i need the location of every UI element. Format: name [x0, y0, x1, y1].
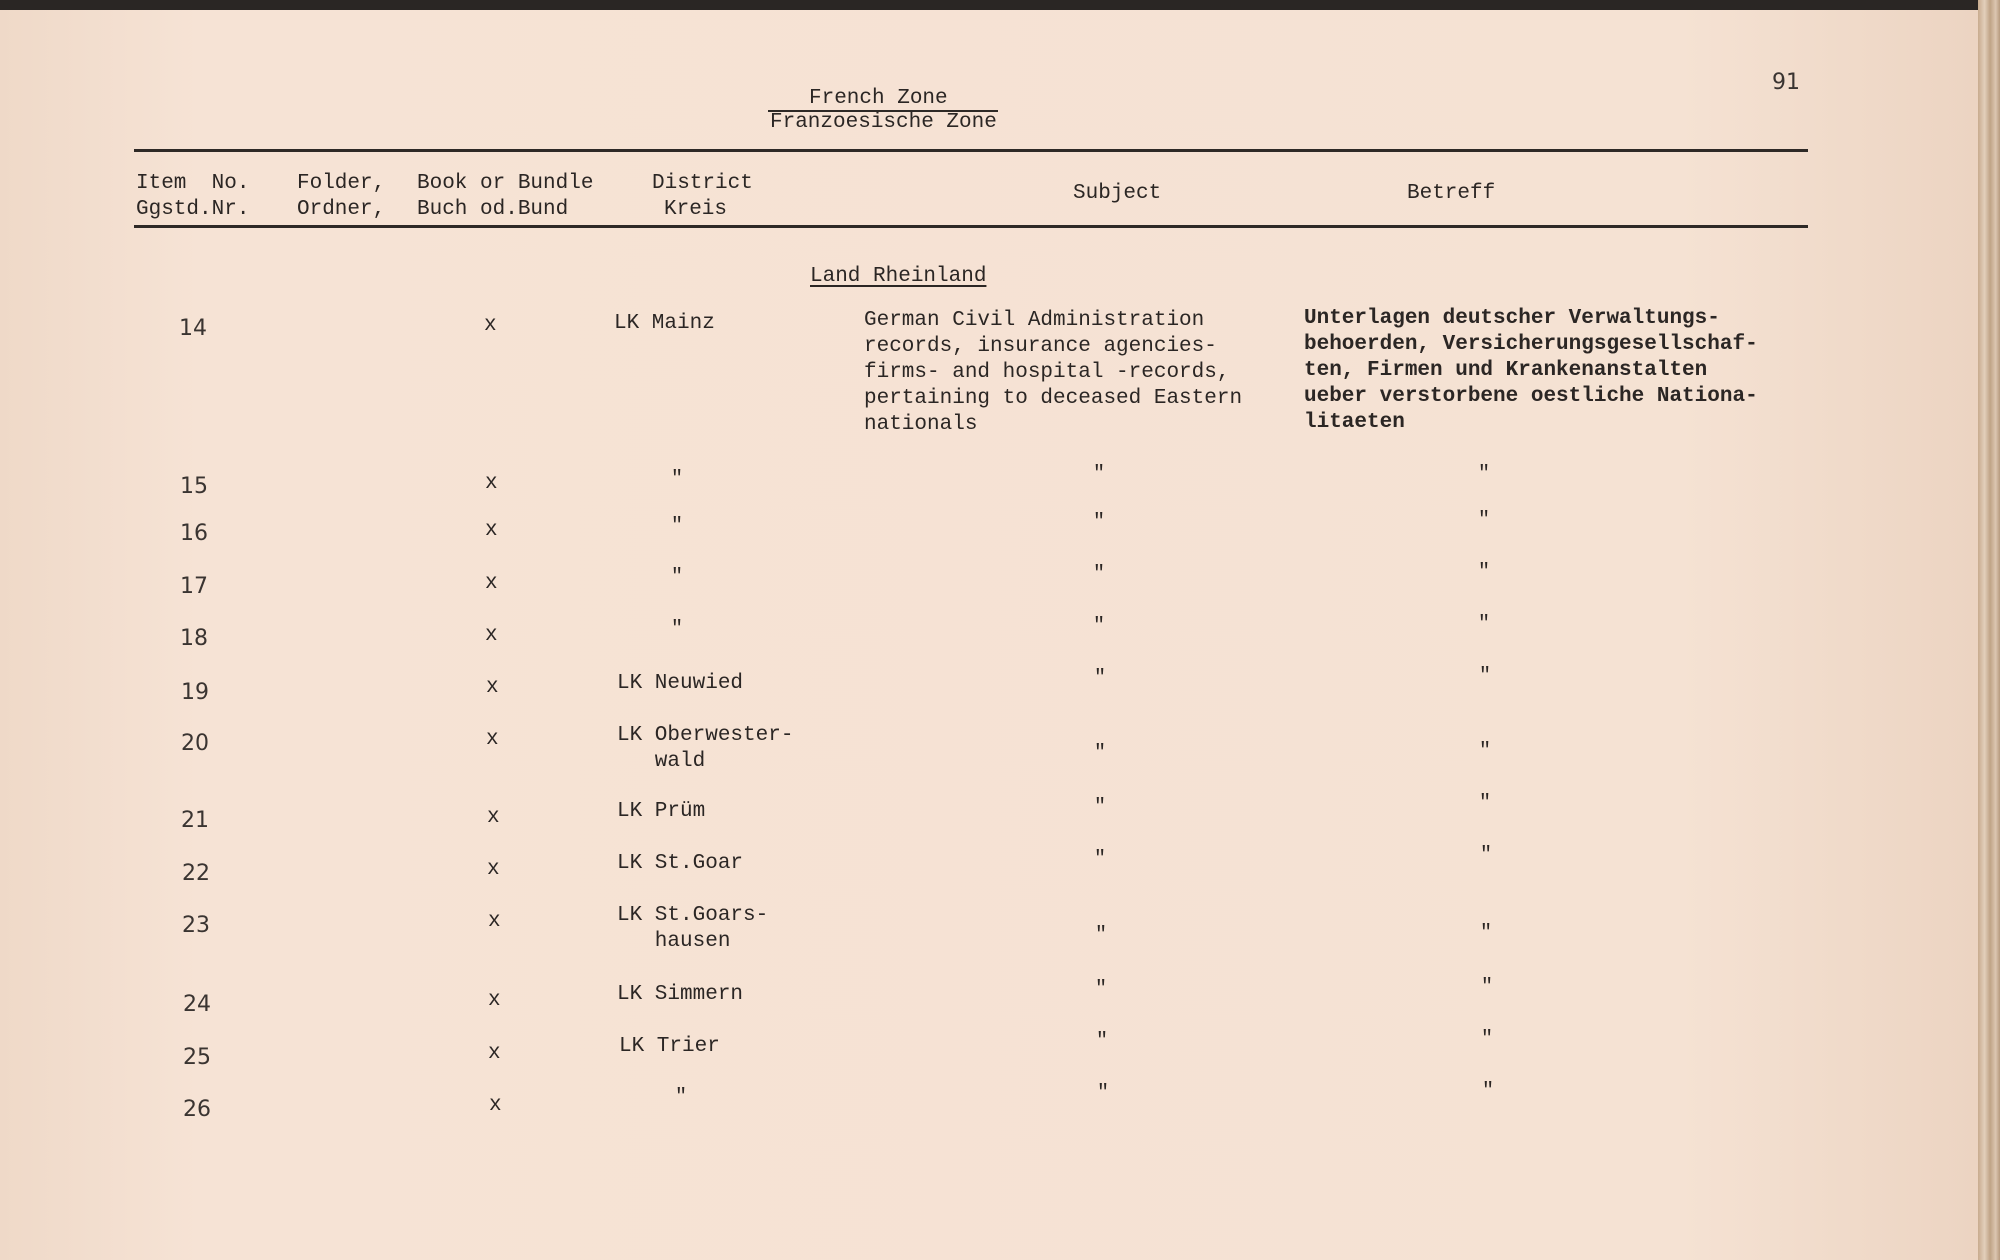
row-14-betreff [1304, 306, 1758, 436]
row-district-continued: wald [617, 750, 706, 773]
row-14-subject-line: firms- and hospital -records, [864, 361, 1230, 384]
row-betreff: " [1478, 463, 1491, 486]
row-subject: " [1094, 796, 1107, 819]
zone-title-de: Franzoesische Zone [770, 111, 997, 134]
row-book: x [488, 1042, 501, 1065]
row-item: 25 [183, 1045, 211, 1070]
row-item: 21 [181, 808, 209, 833]
row-district: LK Trier [619, 1035, 720, 1058]
row-district: LK Neuwied [617, 672, 744, 695]
page-number: 91 [1772, 70, 1800, 95]
row-14-subject [864, 308, 1242, 438]
row-book: x [485, 472, 498, 495]
row-district-continued: hausen [617, 930, 731, 953]
row-14-subject-line: German Civil Administration [864, 309, 1205, 332]
row-book: x [486, 728, 499, 751]
row-14-betreff-line: litaeten [1304, 411, 1405, 434]
row-14-subject-line: records, insurance agencies- [864, 335, 1217, 358]
row-14-book: x [484, 314, 497, 337]
row-district: LK St.Goars- [617, 904, 769, 927]
header-district-de: Kreis [664, 198, 728, 221]
row-item: 20 [181, 731, 209, 756]
row-subject: " [1093, 615, 1106, 638]
row-district: LK Oberwester- [617, 724, 794, 747]
row-book: x [487, 806, 500, 829]
row-item: 18 [180, 626, 208, 651]
row-district: " [675, 1086, 688, 1109]
row-14-betreff-line: Unterlagen deutscher Verwaltungs- [1304, 307, 1720, 330]
header-betreff: Betreff [1407, 182, 1496, 205]
row-14-item: 14 [179, 316, 207, 341]
row-betreff: " [1478, 509, 1491, 532]
top-border [0, 0, 2000, 10]
row-district: " [671, 566, 684, 589]
row-item: 26 [183, 1097, 211, 1122]
row-item: 24 [183, 992, 211, 1017]
row-book: x [485, 624, 498, 647]
header-district: District [652, 172, 753, 195]
row-district: " [671, 618, 684, 641]
row-14-district: LK Mainz [614, 312, 715, 335]
row-item: 22 [182, 861, 210, 886]
row-betreff: " [1480, 844, 1493, 867]
row-subject: " [1095, 978, 1108, 1001]
row-betreff: " [1481, 1028, 1494, 1051]
row-book: x [486, 676, 499, 699]
row-district: LK St.Goar [617, 852, 744, 875]
row-14-subject-line: pertaining to deceased Eastern [864, 387, 1243, 410]
row-betreff: " [1479, 665, 1492, 688]
row-betreff: " [1480, 922, 1493, 945]
row-14-betreff-line: ueber verstorbene oestliche Nationa- [1304, 385, 1758, 408]
zone-title-en: French Zone [809, 87, 948, 110]
row-book: x [488, 910, 501, 933]
row-district: LK Simmern [617, 983, 744, 1006]
row-subject: " [1093, 563, 1106, 586]
row-subject: " [1093, 511, 1106, 534]
header-item-no-de: Ggstd.Nr. [136, 198, 250, 221]
row-betreff: " [1479, 740, 1492, 763]
row-book: x [485, 572, 498, 595]
row-subject: " [1094, 742, 1107, 765]
row-item: 17 [180, 574, 208, 599]
row-betreff: " [1482, 1080, 1495, 1103]
row-betreff: " [1478, 561, 1491, 584]
row-subject: " [1094, 667, 1107, 690]
header-folder: Folder, [297, 172, 386, 195]
header-book: Book or Bundle [417, 172, 594, 195]
row-item: 23 [182, 913, 210, 938]
row-betreff: " [1478, 613, 1491, 636]
row-14-subject-line: nationals [864, 413, 978, 436]
row-book: x [489, 1094, 502, 1117]
header-subject: Subject [1073, 182, 1162, 205]
header-top-rule [134, 149, 1808, 152]
row-subject: " [1093, 463, 1106, 486]
row-district: LK Prüm [617, 800, 706, 823]
row-item: 16 [180, 521, 208, 546]
header-folder-de: Ordner, [297, 198, 386, 221]
header-bottom-rule [134, 225, 1808, 228]
row-item: 19 [181, 680, 209, 705]
row-subject: " [1094, 848, 1107, 871]
header-item-no: Item No. [136, 172, 250, 195]
row-subject: " [1096, 1030, 1109, 1053]
row-book: x [487, 858, 500, 881]
row-book: x [488, 989, 501, 1012]
row-subject: " [1095, 924, 1108, 947]
row-district: " [671, 468, 684, 491]
row-14-betreff-line: ten, Firmen und Krankenanstalten [1304, 359, 1708, 382]
row-district: " [671, 515, 684, 538]
row-item: 15 [180, 474, 208, 499]
row-14-betreff-line: behoerden, Versicherungsgesellschaf- [1304, 333, 1758, 356]
row-betreff: " [1479, 792, 1492, 815]
section-title: Land Rheinland [810, 265, 987, 288]
page-edge [1978, 0, 2000, 1260]
row-betreff: " [1481, 976, 1494, 999]
row-book: x [485, 519, 498, 542]
header-book-de: Buch od.Bund [417, 198, 569, 221]
row-subject: " [1097, 1082, 1110, 1105]
